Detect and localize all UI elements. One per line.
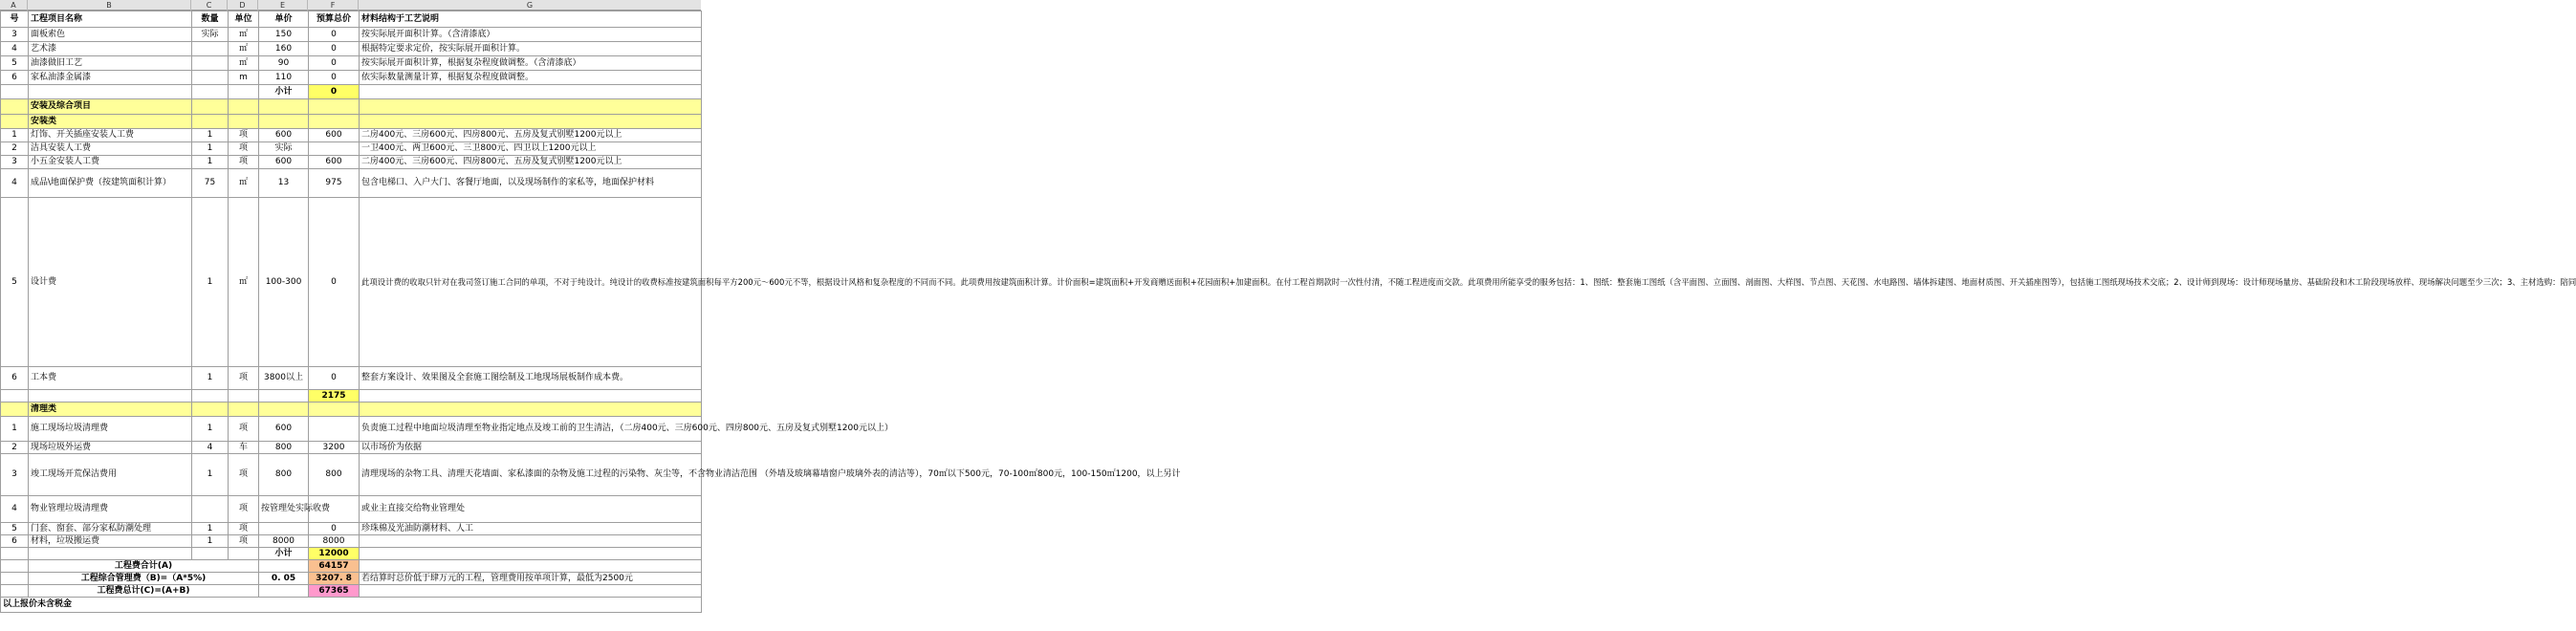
cell-desc[interactable]: 依实际数量测量计算，根据复杂程度做调整。: [360, 71, 702, 85]
header-total[interactable]: 预算总价: [309, 11, 360, 28]
subsection-title-clean[interactable]: 清理类: [29, 403, 192, 417]
cell-name[interactable]: 工本费: [29, 367, 192, 390]
cell-desc[interactable]: 以市场价为依据: [360, 442, 702, 454]
total-a-label[interactable]: 工程费合计(A): [29, 560, 259, 573]
cell-name[interactable]: 家私油漆金属漆: [29, 71, 192, 85]
subtotal-value[interactable]: 0: [309, 85, 360, 99]
table-row: [1, 169, 702, 198]
cell-name[interactable]: 面板索色: [29, 28, 192, 42]
cell-unit[interactable]: ㎡: [229, 198, 259, 367]
cell-unit[interactable]: 项: [229, 156, 259, 169]
cell-total[interactable]: 0: [309, 42, 360, 56]
cell-total[interactable]: 0: [309, 523, 360, 535]
cell-total[interactable]: 0: [309, 56, 360, 71]
cell-name[interactable]: 灯饰、开关插座安装人工费: [29, 129, 192, 142]
cell-total[interactable]: 0: [309, 367, 360, 390]
subtotal-row: [1, 85, 702, 99]
cell-qty[interactable]: 1: [192, 417, 229, 442]
cell-qty[interactable]: 1: [192, 198, 229, 367]
cell-price[interactable]: 150: [259, 28, 309, 42]
cell-desc[interactable]: 按实际展开面积计算。（含清漆底）: [360, 28, 702, 42]
cell-name[interactable]: 成品\地面保护费（按建筑面积计算）: [29, 169, 192, 198]
footer-row: [1, 598, 702, 613]
header-qty[interactable]: 数量: [192, 11, 229, 28]
cell-desc[interactable]: [360, 535, 702, 548]
table-row: [1, 417, 702, 442]
column-header-f[interactable]: F: [308, 0, 359, 11]
cell-no[interactable]: 6: [1, 71, 29, 85]
cell-desc[interactable]: 珍珠棉及光油防潮材料、人工: [360, 523, 702, 535]
cell-unit[interactable]: ㎡: [229, 56, 259, 71]
cell-no[interactable]: 5: [1, 56, 29, 71]
table-row: [1, 142, 702, 156]
cell-name[interactable]: 门套、窗套、部分家私防潮处理: [29, 523, 192, 535]
cell-price[interactable]: 8000: [259, 535, 309, 548]
cell-name[interactable]: 设计费: [29, 198, 192, 367]
table-row: [1, 156, 702, 169]
cell-name[interactable]: 洁具安装人工费: [29, 142, 192, 156]
cell-no[interactable]: 5: [1, 523, 29, 535]
column-header-c[interactable]: C: [191, 0, 228, 11]
total-b-rate[interactable]: 0. 05: [259, 573, 309, 585]
cell-price[interactable]: 90: [259, 56, 309, 71]
cell-qty[interactable]: 1: [192, 454, 229, 496]
table-row: [1, 442, 702, 454]
cell-total[interactable]: 0: [309, 28, 360, 42]
column-header-b[interactable]: B: [28, 0, 191, 11]
cell-price[interactable]: 实际: [259, 142, 309, 156]
cell-price[interactable]: 800: [259, 454, 309, 496]
cell-qty[interactable]: [192, 42, 229, 56]
cell-name[interactable]: 现场垃圾外运费: [29, 442, 192, 454]
table-row: [1, 42, 702, 56]
cell-desc[interactable]: 二房400元、三房600元、四房800元、五房及复式别墅1200元以上: [360, 156, 702, 169]
cell-total[interactable]: 0: [309, 198, 360, 367]
cell-unit[interactable]: 项: [229, 454, 259, 496]
cell-qty[interactable]: [192, 71, 229, 85]
cell-qty[interactable]: 1: [192, 156, 229, 169]
cell-desc[interactable]: 或业主直接交给物业管理处: [360, 496, 702, 523]
subsection-row-install: [1, 115, 702, 129]
cell-qty[interactable]: 1: [192, 367, 229, 390]
table-row: [1, 71, 702, 85]
cell-no[interactable]: 1: [1, 417, 29, 442]
cell-qty[interactable]: 1: [192, 129, 229, 142]
cell-desc[interactable]: 包含电梯口、入户大门、客餐厅地面，以及现场制作的家私等，地面保护材料: [360, 169, 702, 198]
quote-table: [0, 11, 2576, 613]
subsection-row-clean: [1, 403, 702, 417]
cell-desc[interactable]: 一卫400元、两卫600元、三卫800元、四卫以上1200元以上: [360, 142, 702, 156]
cell-desc[interactable]: 负责施工过程中地面垃圾清理至物业指定地点及竣工前的卫生清洁，（二房400元、三房600元、四房800元、五房及复式别墅1200元以上）: [360, 417, 702, 442]
cell-price[interactable]: 110: [259, 71, 309, 85]
cell-qty[interactable]: 1: [192, 523, 229, 535]
footer-note[interactable]: 以上报价未含税金: [1, 598, 702, 613]
cell-desc[interactable]: 二房400元、三房600元、四房800元、五房及复式别墅1200元以上: [360, 129, 702, 142]
cell-total[interactable]: [309, 142, 360, 156]
cell-unit[interactable]: ㎡: [229, 169, 259, 198]
header-no[interactable]: 号: [1, 11, 29, 28]
cell-name[interactable]: 油漆做旧工艺: [29, 56, 192, 71]
table-row: [1, 129, 702, 142]
cell-price[interactable]: 13: [259, 169, 309, 198]
subtotal-row: [1, 390, 702, 403]
subtotal-value[interactable]: 2175: [309, 390, 360, 403]
cell-qty[interactable]: 实际: [192, 28, 229, 42]
cell-unit[interactable]: 项: [229, 417, 259, 442]
cell-total[interactable]: 800: [309, 454, 360, 496]
section-title-install[interactable]: 安装及综合项目: [29, 99, 192, 115]
header-desc[interactable]: 材料结构于工艺说明: [360, 11, 702, 28]
table-row: [1, 367, 702, 390]
cell-unit[interactable]: 项: [229, 367, 259, 390]
column-header-e[interactable]: E: [258, 0, 308, 11]
subtotal-row: [1, 548, 702, 560]
cell-no[interactable]: 4: [1, 496, 29, 523]
total-b-label[interactable]: 工程综合管理费（B)=（A*5%): [29, 573, 259, 585]
column-header-a[interactable]: A: [0, 0, 28, 11]
total-c-label[interactable]: 工程费总计(C)=(A+B): [29, 585, 259, 598]
cell-unit[interactable]: ㎡: [229, 28, 259, 42]
cell-no[interactable]: 1: [1, 129, 29, 142]
cell-price[interactable]: 160: [259, 42, 309, 56]
cell-unit[interactable]: m: [229, 71, 259, 85]
cell-name[interactable]: 竣工现场开荒保洁费用: [29, 454, 192, 496]
cell-name[interactable]: 艺术漆: [29, 42, 192, 56]
subsection-title-install[interactable]: 安装类: [29, 115, 192, 129]
cell-name[interactable]: 施工现场垃圾清理费: [29, 417, 192, 442]
column-header-bar: [0, 0, 701, 11]
cell-no[interactable]: 4: [1, 169, 29, 198]
cell-unit[interactable]: 车: [229, 442, 259, 454]
cell-unit[interactable]: 项: [229, 535, 259, 548]
cell-no[interactable]: 2: [1, 442, 29, 454]
cell-unit[interactable]: 项: [229, 496, 259, 523]
subtotal-value[interactable]: 12000: [309, 548, 360, 560]
total-a-value[interactable]: 64157: [309, 560, 360, 573]
column-header-d[interactable]: D: [228, 0, 258, 11]
total-b-desc[interactable]: 若结算时总价低于肆万元的工程，管理费用按单项计算，最低为2500元: [360, 573, 702, 585]
cell-price[interactable]: 800: [259, 442, 309, 454]
cell-no[interactable]: 5: [1, 198, 29, 367]
cell-qty[interactable]: [192, 56, 229, 71]
cell-qty[interactable]: 1: [192, 142, 229, 156]
cell-desc[interactable]: 按实际展开面积计算，根据复杂程度做调整。（含清漆底）: [360, 56, 702, 71]
cell-no[interactable]: 3: [1, 156, 29, 169]
total-row-c: [1, 585, 702, 598]
cell-total[interactable]: 600: [309, 156, 360, 169]
cell-desc[interactable]: 整套方案设计、效果图及全套施工图绘制及工地现场展板制作成本费。: [360, 367, 702, 390]
cell-no[interactable]: 2: [1, 142, 29, 156]
total-row-a: [1, 560, 702, 573]
cell-no[interactable]: 4: [1, 42, 29, 56]
cell-price[interactable]: 3800以上: [259, 367, 309, 390]
cell-total[interactable]: 3200: [309, 442, 360, 454]
cell-price[interactable]: 600: [259, 129, 309, 142]
total-row-b: [1, 573, 702, 585]
cell-unit[interactable]: 项: [229, 142, 259, 156]
cell-no[interactable]: 6: [1, 367, 29, 390]
section-row-install: [1, 99, 702, 115]
cell-name[interactable]: 物业管理垃圾清理费: [29, 496, 192, 523]
cell-qty[interactable]: 4: [192, 442, 229, 454]
cell-total[interactable]: 8000: [309, 535, 360, 548]
total-b-value[interactable]: 3207. 8: [309, 573, 360, 585]
cell-desc[interactable]: 此项设计费的收取只针对在我司签订施工合同的单项，不对于纯设计。纯设计的收费标准按建筑面积每平方200元～600元不等，根据设计风格和复杂程度的不同而不同。此项费用按建筑面积计算。计价面积=建筑面积+开发商赠送面积+花园面积+加建面积。在付工程首期款时一次性付清，不随工程进度而交款。此项费用所能享受的服务包括：1、图纸：整套施工图纸（含平面图、立面图、剖面图、大样图、节点图、天花图、水电路图、墙体拆建图、地面材质图、开关插座图等），包括施工图纸现场技术交底；2、设计师到现场：设计师现场量房、基础阶段和木工阶段现场放样、现场解决问题至少三次；3、主材选购：陪同: [360, 198, 702, 367]
header-name[interactable]: 工程项目名称: [29, 11, 192, 28]
header-row: [1, 11, 702, 28]
cell-qty[interactable]: 75: [192, 169, 229, 198]
cell-total[interactable]: 0: [309, 71, 360, 85]
table-row: [1, 28, 702, 42]
cell-no[interactable]: 6: [1, 535, 29, 548]
cell-price[interactable]: [259, 523, 309, 535]
cell-unit[interactable]: ㎡: [229, 42, 259, 56]
cell-desc[interactable]: 清理现场的杂物工具、清理天花墙面、家私漆面的杂物及施工过程的污染物、灰尘等，不含物业清洁范围 （外墙及玻璃幕墙窗户玻璃外表的清洁等），70㎡以下500元，70-100㎡800元，100-150㎡1200，以上另计: [360, 454, 702, 496]
cell-no[interactable]: 3: [1, 28, 29, 42]
cell-total[interactable]: 600: [309, 129, 360, 142]
table-row-design-fee: [1, 198, 702, 367]
header-unit[interactable]: 单位: [229, 11, 259, 28]
header-price[interactable]: 单价: [259, 11, 309, 28]
cell-qty[interactable]: [192, 496, 229, 523]
table-row: [1, 496, 702, 523]
cell-no[interactable]: 3: [1, 454, 29, 496]
cell-price[interactable]: 600: [259, 156, 309, 169]
column-header-g[interactable]: G: [526, 1, 534, 10]
cell-unit[interactable]: 项: [229, 129, 259, 142]
cell-name[interactable]: 小五金安装人工费: [29, 156, 192, 169]
cell-unit[interactable]: 项: [229, 523, 259, 535]
total-c-value[interactable]: 67365: [309, 585, 360, 598]
cell-price[interactable]: 600: [259, 417, 309, 442]
cell-total[interactable]: 975: [309, 169, 360, 198]
cell-price[interactable]: 按管理处实际收费: [259, 496, 309, 523]
cell-desc[interactable]: 根据特定要求定价，按实际展开面积计算。: [360, 42, 702, 56]
table-row: [1, 523, 702, 535]
cell-price[interactable]: 100-300: [259, 198, 309, 367]
table-row: [1, 535, 702, 548]
cell-qty[interactable]: 1: [192, 535, 229, 548]
table-row: [1, 454, 702, 496]
cell-total[interactable]: [309, 417, 360, 442]
table-row: [1, 56, 702, 71]
subtotal-label[interactable]: 小计: [259, 548, 309, 560]
cell-name[interactable]: 材料，垃圾搬运费: [29, 535, 192, 548]
subtotal-label[interactable]: 小计: [259, 85, 309, 99]
